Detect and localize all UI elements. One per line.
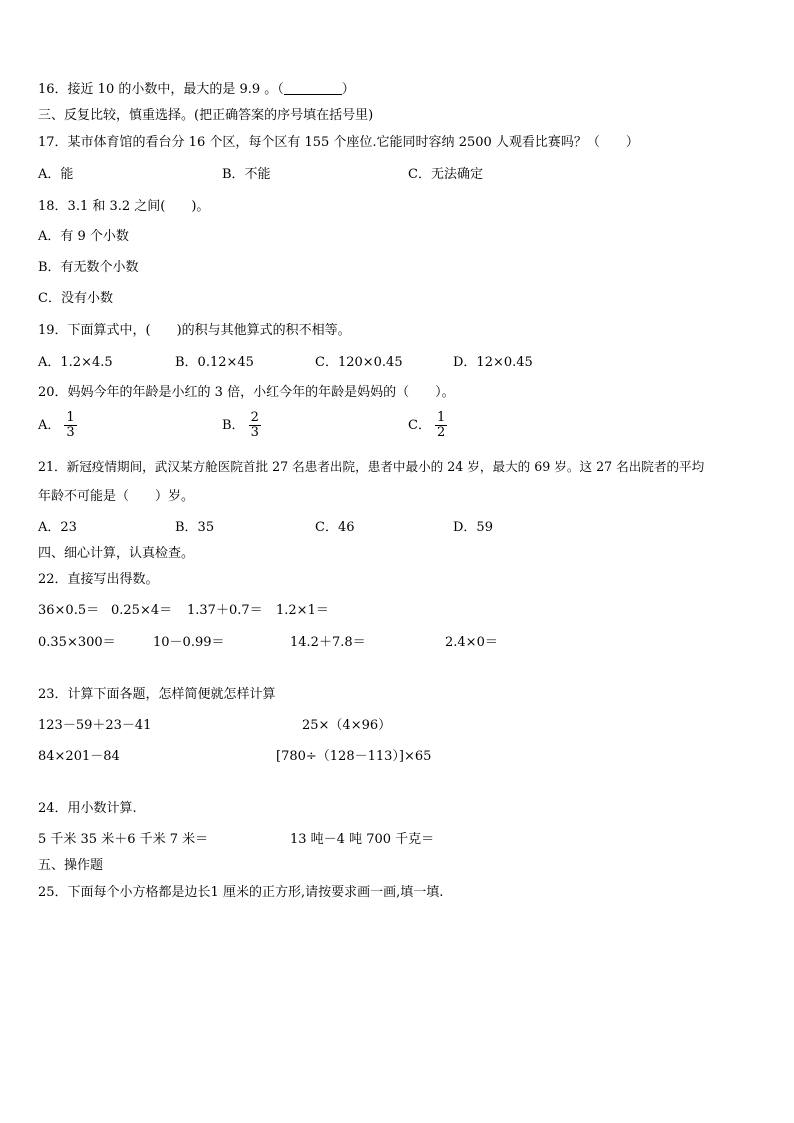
question-21-option-c[interactable]: C．46 [315, 520, 355, 535]
expression: 84×201－84 [38, 749, 120, 764]
section-4-heading: 四、细心计算，认真检查。 [38, 546, 195, 561]
section-5-heading: 五、操作题 [38, 858, 104, 873]
question-18-option-c[interactable]: C．没有小数 [38, 291, 113, 306]
question-19-option-b[interactable]: B．0.12×45 [175, 355, 254, 370]
answer-blank[interactable] [284, 82, 342, 95]
calc-item: 14.2＋7.8＝ [290, 635, 366, 650]
question-21-text-line1: 21．新冠疫情期间，武汉某方舱医院首批 27 名患者出院，患者中最小的 24 岁，最大的 69 岁。这 27 名出院者的平均 [38, 459, 705, 474]
question-16 [38, 82, 355, 98]
option-label: C． [408, 418, 431, 433]
question-18-text: 18．3.1 和 3.2 之间( )。 [38, 199, 210, 214]
expression: 5 千米 35 米＋6 千米 7 米＝ [38, 832, 209, 847]
question-20-option-b[interactable] [222, 411, 261, 440]
fraction-one-third [64, 411, 76, 440]
calc-item: 10－0.99＝ [153, 635, 225, 650]
question-23-text: 23．计算下面各题，怎样简便就怎样计算 [38, 687, 276, 702]
question-17-text: 17．某市体育馆的看台分 16 个区，每个区有 155 个座位.它能同时容纳 2500 人观看比赛吗？（ ） [38, 135, 639, 150]
calc-item: 1.37＋0.7＝ [187, 603, 263, 618]
calc-item: 2.4×0＝ [445, 635, 498, 650]
fraction-numerator: 1 [436, 410, 446, 425]
fraction-two-thirds [249, 411, 261, 440]
fraction-numerator: 2 [250, 410, 259, 425]
question-18-option-b[interactable]: B．有无数个小数 [38, 260, 139, 275]
fraction-denominator: 3 [66, 425, 75, 440]
question-17-option-b[interactable]: B．不能 [222, 167, 271, 182]
calc-item: 36×0.5＝ [38, 603, 100, 618]
fraction-denominator: 3 [250, 425, 259, 440]
question-21-text-line2: 年龄不可能是（ ）岁。 [38, 489, 195, 504]
expression: [780÷（128－113）]×65 [276, 749, 432, 764]
question-16-text: 16．接近 10 的小数中，最大的是 9.9 。（ [38, 82, 284, 97]
question-20-option-a[interactable] [38, 411, 77, 440]
question-21-option-a[interactable]: A．23 [38, 520, 77, 535]
option-label: A． [38, 418, 61, 433]
calc-item: 1.2×1＝ [276, 603, 329, 618]
question-19-option-c[interactable]: C．120×0.45 [315, 355, 403, 370]
question-19-option-d[interactable]: D．12×0.45 [453, 355, 533, 370]
expression: 13 吨－4 吨 700 千克＝ [290, 832, 435, 847]
expression: 123－59＋23－41 [38, 718, 152, 733]
question-18-option-a[interactable]: A．有 9 个小数 [38, 229, 129, 244]
question-19-text: 19．下面算式中，( )的积与其他算式的积不相等。 [38, 323, 351, 338]
question-22-text: 22．直接写出得数。 [38, 572, 159, 587]
fraction-one-half [435, 411, 447, 440]
question-17-option-a[interactable]: A．能 [38, 167, 74, 182]
calc-item: 0.25×4＝ [111, 603, 173, 618]
question-24-text: 24．用小数计算. [38, 801, 137, 816]
fraction-denominator: 2 [436, 425, 446, 440]
question-19-option-a[interactable]: A．1.2×4.5 [38, 355, 113, 370]
question-20-option-c[interactable] [408, 411, 447, 440]
fraction-numerator: 1 [66, 410, 75, 425]
question-20-text: 20．妈妈今年的年龄是小红的 3 倍，小红今年的年龄是妈妈的（ ）。 [38, 385, 455, 400]
question-16-close: ） [341, 82, 355, 97]
question-21-option-b[interactable]: B．35 [175, 520, 215, 535]
question-21-option-d[interactable]: D．59 [453, 520, 493, 535]
question-17-option-c[interactable]: C．无法确定 [408, 167, 483, 182]
question-25-text: 25．下面每个小方格都是边长1 厘米的正方形,请按要求画一画,填一填. [38, 885, 444, 900]
calc-item: 0.35×300＝ [38, 635, 116, 650]
section-3-heading: 三、反复比较，慎重选择。(把正确答案的序号填在括号里) [38, 108, 374, 123]
option-label: B． [222, 418, 245, 433]
expression: 25×（4×96） [302, 718, 392, 733]
